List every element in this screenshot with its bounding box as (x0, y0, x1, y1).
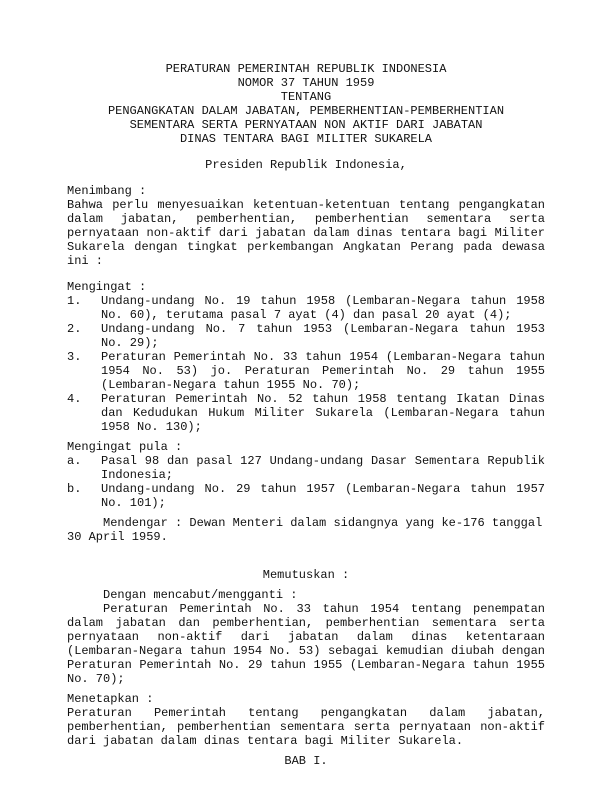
list-item (67, 350, 545, 392)
text-line: Indonesia; (101, 468, 174, 482)
list-item (67, 454, 545, 482)
mengingat-pula-section (67, 440, 545, 510)
text-line: 1958 No. 130); (101, 420, 202, 434)
text-line: (Lembaran-Negara tahun 1954 No. 53) sebagai kemudian diubah dengan (67, 644, 545, 658)
text-line: Peraturan Pemerintah No. 33 tahun 1954 tentang penempatan (103, 602, 545, 616)
list-item (67, 322, 545, 350)
section-label: Menetapkan : (67, 692, 154, 706)
text-line: dari jabatan dalam dinas tentara bagi Militer Sukarela. (67, 734, 464, 748)
text-line: pernyataan non-aktif dari jabatan dalam dinas tentara bagi Militer (67, 226, 545, 240)
text-line: No. 60), terutama pasal 7 ayat (4) dan pasal 20 ayat (4); (101, 308, 512, 322)
text-line: Peraturan Pemerintah tentang pengangkatan dalam jabatan, (67, 706, 545, 720)
item-letter: a. (67, 454, 82, 468)
section-label: Mengingat : (67, 280, 147, 294)
title-line: DINAS TENTARA BAGI MILITER SUKARELA (179, 132, 433, 146)
text-line: No. 101); (101, 496, 166, 510)
text-line: Peraturan Pemerintah No. 52 tahun 1958 tentang Ikatan Dinas (101, 392, 545, 406)
list-item (67, 392, 545, 434)
title-line: PENGANGKATAN DALAM JABATAN, PEMBERHENTIAN-PEMBERHENTIAN (107, 104, 505, 118)
text-line: pemberhentian, pemberhentian sementara serta pernyataan non-aktif (67, 720, 545, 734)
text-line: dalam jabatan dan pemberhentian, pemberhentian sementara serta (67, 616, 545, 630)
menetapkan-section (67, 692, 545, 748)
text-line: ini : (67, 254, 104, 268)
text-line: Pasal 98 dan pasal 127 Undang-undang Dasar Sementara Republik (101, 454, 545, 468)
text-line: 30 April 1959. (67, 530, 168, 544)
list-item (67, 482, 545, 510)
text-line: Undang-undang No. 7 tahun 1953 (Lembaran-Negara tahun 1953 (101, 322, 545, 336)
dengan-section (67, 588, 545, 686)
menimbang-section (67, 184, 545, 268)
text-line: pernyataan non-aktif dari jabatan dalam dinas ketentaraan (67, 630, 545, 644)
mendengar-section (67, 516, 545, 544)
title-line: NOMOR 37 TAHUN 1959 (237, 76, 375, 90)
section-label: Mengingat pula : (67, 440, 183, 454)
text-line: No. 70); (67, 672, 125, 686)
president-heading: Presiden Republik Indonesia, (205, 158, 407, 172)
text-line: (Lembaran-Negara tahun 1955 No. 70); (101, 378, 361, 392)
item-number: 4. (67, 392, 82, 406)
mengingat-section (67, 280, 545, 434)
title-line: PERATURAN PEMERINTAH REPUBLIK INDONESIA (165, 62, 447, 76)
text-line: dan Kedudukan Hukum Militer Sukarela (Lembaran-Negara tahun (101, 406, 545, 420)
item-number: 2. (67, 322, 82, 336)
text-line: Mendengar : Dewan Menteri dalam sidangnya yang ke-176 tanggal (103, 516, 543, 530)
title-line: TENTANG (280, 90, 332, 104)
chapter-heading: BAB I. (284, 754, 328, 768)
list-item (67, 294, 545, 322)
text-line: dalam jabatan, pemberhentian, pemberhentian sementara serta (67, 212, 545, 226)
text-line: Undang-undang No. 29 tahun 1957 (Lembaran-Negara tahun 1957 (101, 482, 545, 496)
text-line: Peraturan Pemerintah No. 33 tahun 1954 (Lembaran-Negara tahun (101, 350, 545, 364)
text-line: Undang-undang No. 19 tahun 1958 (Lembaran-Negara tahun 1958 (101, 294, 545, 308)
item-number: 1. (67, 294, 82, 308)
text-line: No. 29); (101, 336, 159, 350)
title-line: SEMENTARA SERTA PERNYATAAN NON AKTIF DARI JABATAN (129, 118, 483, 132)
memutuskan-heading: Memutuskan : (262, 568, 350, 582)
document-page (67, 62, 545, 768)
text-line: 1954 No. 53) jo. Peraturan Pemerintah No. 29 tahun 1955 (101, 364, 545, 378)
section-label: Menimbang : (67, 184, 147, 198)
text-line: Bahwa perlu menyesuaikan ketentuan-ketentuan tentang pengangkatan (67, 198, 545, 212)
item-number: 3. (67, 350, 82, 364)
section-label: Dengan mencabut/mengganti : (103, 588, 298, 602)
text-line: Sukarela dengan tingkat perkembangan Angkatan Perang pada dewasa (67, 240, 545, 254)
item-letter: b. (67, 482, 82, 496)
text-line: Peraturan Pemerintah No. 29 tahun 1955 (Lembaran-Negara tahun 1955 (67, 658, 545, 672)
document-title (67, 62, 545, 146)
